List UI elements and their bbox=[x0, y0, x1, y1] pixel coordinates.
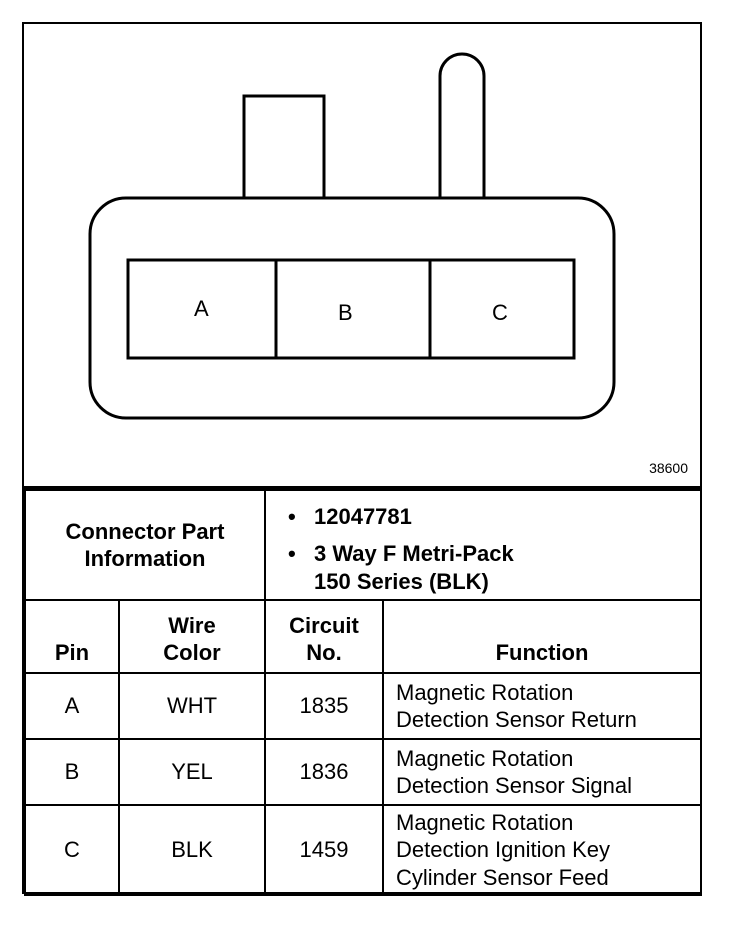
connector-drawing bbox=[24, 24, 700, 486]
figure-reference-number: 38600 bbox=[649, 460, 688, 476]
header-text: Color bbox=[163, 639, 221, 665]
header-pin: Pin bbox=[25, 600, 119, 673]
header-text: Wire bbox=[168, 613, 216, 639]
cavity-label-c: C bbox=[492, 300, 508, 325]
wire-color-cell: BLK bbox=[119, 805, 265, 895]
bullet: • bbox=[288, 504, 296, 529]
connector-sheet bbox=[22, 22, 702, 894]
function-line: Magnetic Rotation bbox=[396, 745, 574, 771]
part-info-values bbox=[265, 490, 701, 600]
connector-description: 3 Way F Metri-Pack bbox=[314, 540, 514, 566]
header-wire-color bbox=[119, 600, 265, 673]
function-line: Detection Ignition Key bbox=[396, 837, 611, 863]
cavity-label-b: B bbox=[338, 300, 353, 325]
part-number: 12047781 bbox=[314, 504, 412, 529]
connector-lock-tab bbox=[244, 96, 324, 200]
wire-color-cell: WHT bbox=[119, 673, 265, 739]
circuit-cell: 1459 bbox=[265, 805, 383, 895]
wire-color-cell: YEL bbox=[119, 739, 265, 805]
part-info-title-line: Information bbox=[84, 546, 206, 571]
header-text: No. bbox=[306, 639, 342, 665]
cavity-label-a: A bbox=[194, 296, 209, 321]
function-line: Magnetic Rotation bbox=[396, 809, 574, 835]
function-cell bbox=[383, 739, 701, 805]
function-line: Detection Sensor Signal bbox=[396, 773, 633, 798]
function-line: Cylinder Sensor Feed bbox=[396, 864, 609, 890]
pin-cell: B bbox=[25, 739, 119, 805]
circuit-cell: 1836 bbox=[265, 739, 383, 805]
bullet: • bbox=[288, 540, 296, 566]
connector-diagram bbox=[24, 24, 700, 489]
table-row bbox=[25, 673, 701, 739]
header-function: Function bbox=[383, 600, 701, 673]
connector-description: 150 Series (BLK) bbox=[314, 569, 489, 595]
part-info-title bbox=[25, 490, 265, 600]
pin-cell: A bbox=[25, 673, 119, 739]
function-line: Detection Sensor Return bbox=[396, 707, 637, 732]
circuit-cell: 1835 bbox=[265, 673, 383, 739]
connector-part-info bbox=[24, 489, 702, 601]
table-row bbox=[25, 805, 701, 895]
part-info-title-line: Connector Part bbox=[65, 518, 225, 544]
function-line: Magnetic Rotation bbox=[396, 679, 574, 705]
pin-table-header bbox=[25, 600, 701, 673]
function-cell bbox=[383, 805, 701, 895]
header-circuit bbox=[265, 600, 383, 673]
connector-key-peg bbox=[440, 54, 484, 200]
pin-cell: C bbox=[25, 805, 119, 895]
header-text: Circuit bbox=[289, 613, 359, 639]
table-row bbox=[25, 739, 701, 805]
pin-table bbox=[24, 599, 702, 896]
function-cell bbox=[383, 673, 701, 739]
